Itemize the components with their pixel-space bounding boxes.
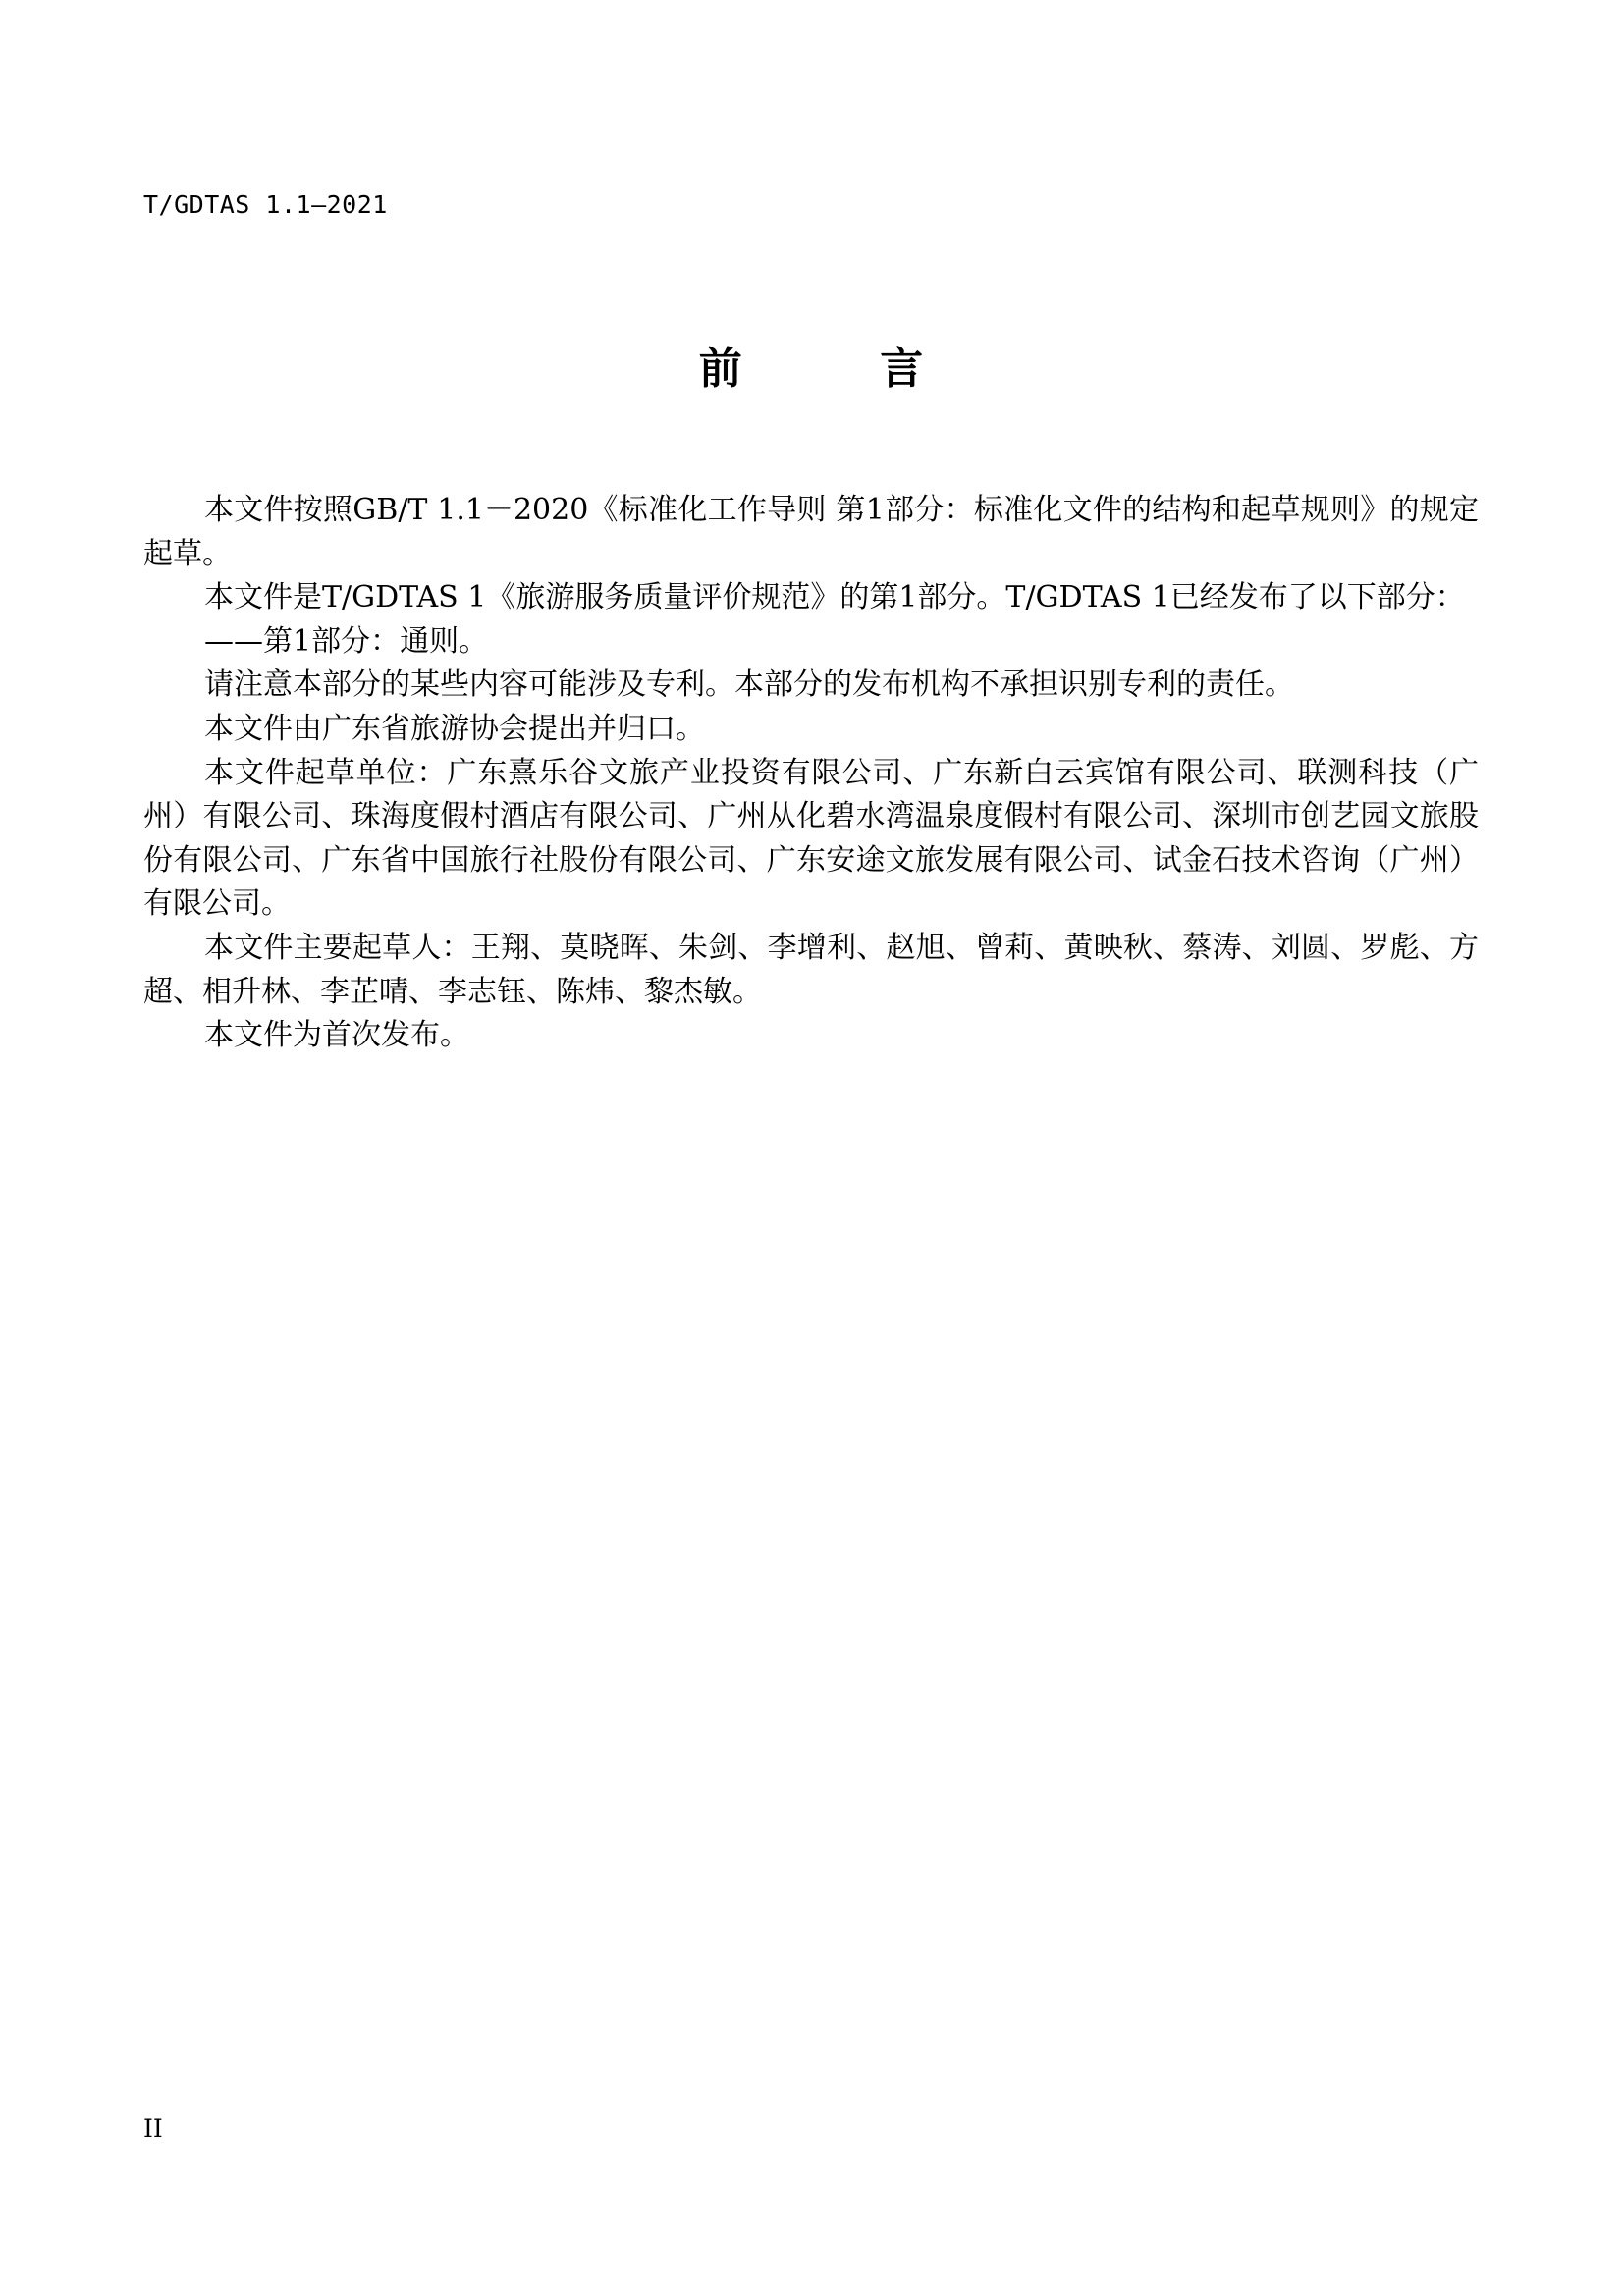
paragraph-part-list-item: ——第1部分：通则。 — [204, 623, 489, 659]
paragraph: 本文件由广东省旅游协会提出并归口。 — [204, 711, 705, 746]
foreword-body — [143, 489, 1479, 1058]
paragraph: 本文件按照GB/T 1.1－2020《标准化工作导则 第1部分：标准化文件的结构和起草规则》的规定起草。 — [143, 493, 1479, 571]
page-number: II — [143, 2114, 163, 2143]
paragraph: 本文件是T/GDTAS 1《旅游服务质量评价规范》的第1部分。T/GDTAS 1已经发布了以下部分： — [204, 580, 1465, 615]
standard-number-header: T/GDTAS 1.1—2021 — [143, 190, 388, 219]
paragraph-drafters: 本文件主要起草人：王翔、莫晓晖、朱剑、李增利、赵旭、曾莉、黄映秋、蔡涛、刘圆、罗彪、方超、相升林、李芷晴、李志钰、陈炜、黎杰敏。 — [143, 930, 1479, 1009]
paragraph-drafting-units: 本文件起草单位：广东熹乐谷文旅产业投资有限公司、广东新白云宾馆有限公司、联测科技（广州）有限公司、珠海度假村酒店有限公司、广州从化碧水湾温泉度假村有限公司、深圳市创艺园文旅股份有限公司、广东省中国旅行社股份有限公司、广东安途文旅发展有限公司、试金石技术咨询（广州）有限公司。 — [143, 755, 1479, 922]
paragraph: 本文件为首次发布。 — [204, 1018, 469, 1053]
paragraph: 请注意本部分的某些内容可能涉及专利。本部分的发布机构不承担识别专利的责任。 — [204, 667, 1294, 703]
page-title: 前 言 — [698, 344, 926, 394]
